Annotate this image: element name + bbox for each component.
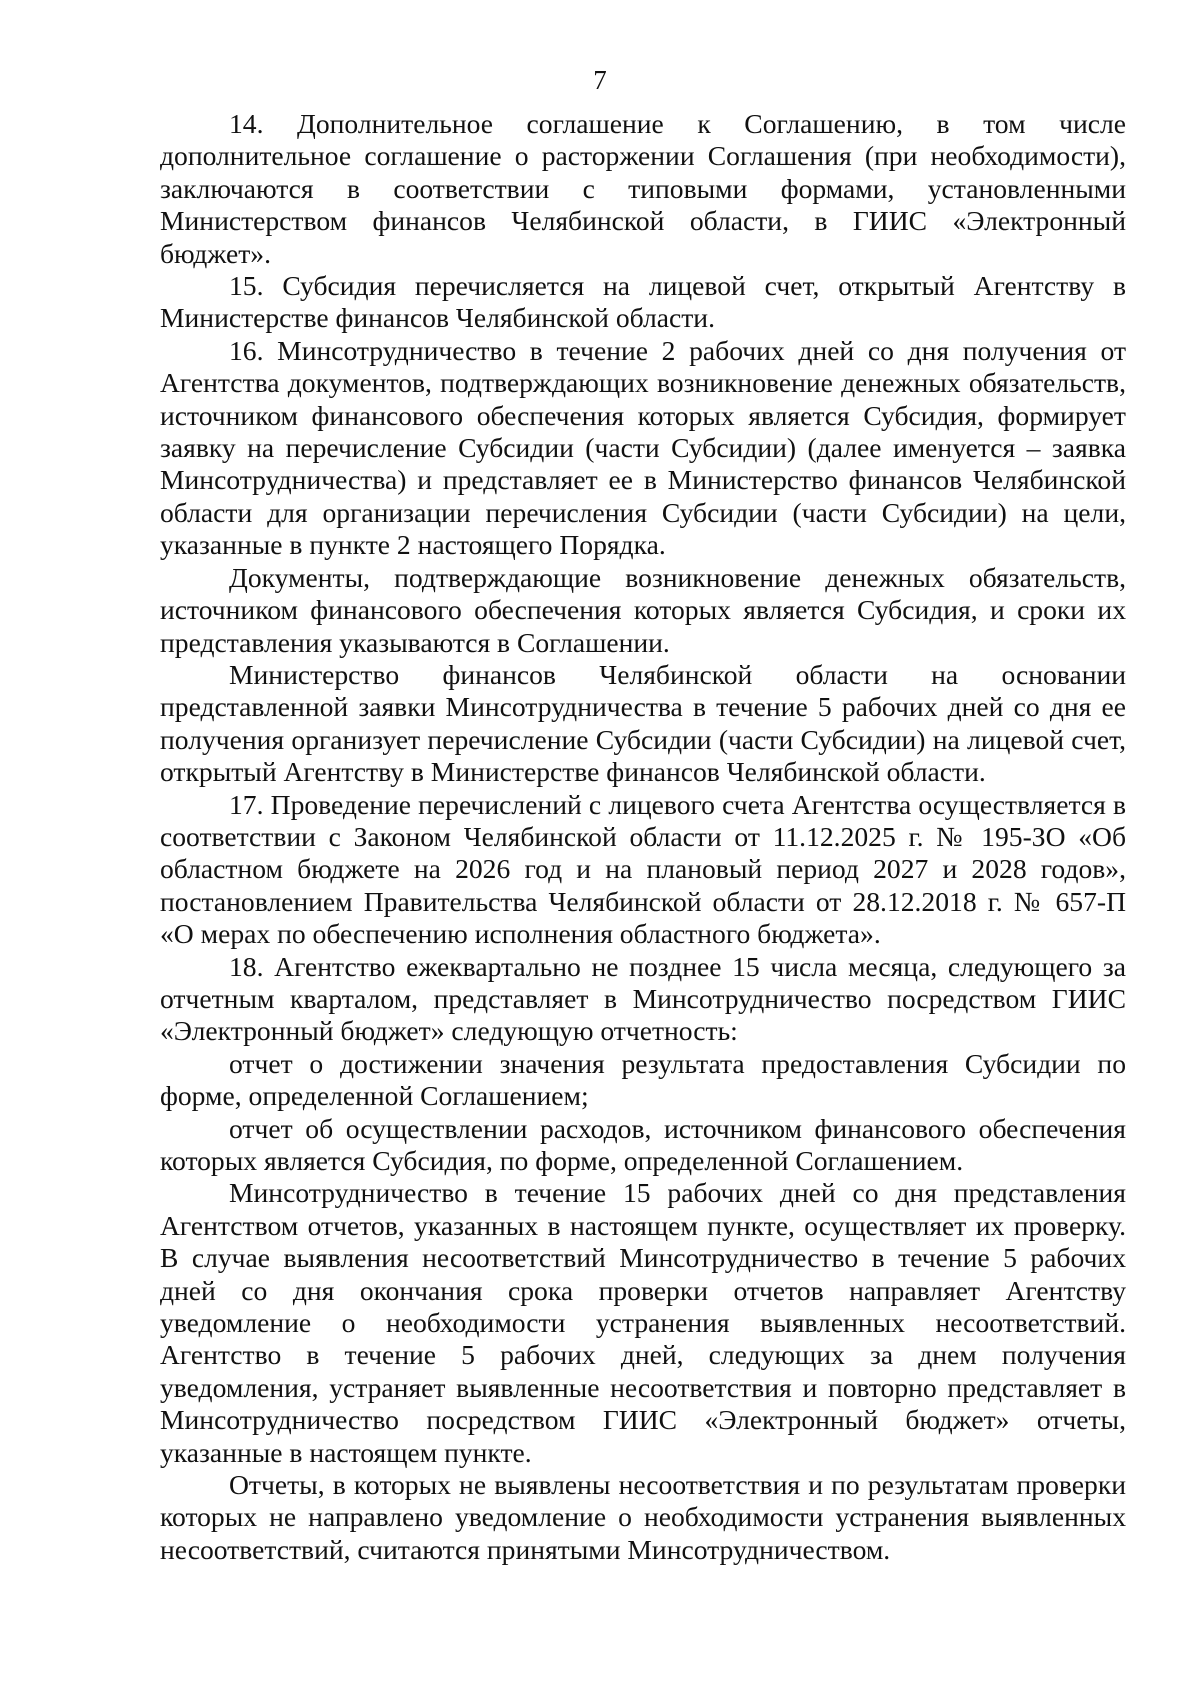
paragraph-17: 17. Проведение перечислений с лицевого счета Агентства осуществляется в соответствии с Законом Челябинской области от 11.12.2025 г. № 195-ЗО «Об областном бюджете на 2026 год и на плановый период 2027 и 2028 годов», постановлением Правительства Челябинской области от 28.12.2018 г. № 657-П «О мерах по обеспечению исполнения областного бюджета».: [160, 788, 1126, 950]
paragraph-18-report-result: отчет о достижении значения результата предоставления Субсидии по форме, определенной Соглашением;: [160, 1047, 1126, 1112]
page-number: 7: [593, 65, 607, 95]
document-body: [160, 108, 1126, 1566]
paragraph-18: 18. Агентство ежеквартально не позднее 15 числа месяца, следующего за отчетным кварталом, представляет в Минсотрудничество посредством ГИИС «Электронный бюджет» следующую отчетность:: [160, 950, 1126, 1047]
paragraph-15: 15. Субсидия перечисляется на лицевой счет, открытый Агентству в Министерстве финансов Челябинской области.: [160, 270, 1126, 334]
paragraph-16-documents: Документы, подтверждающие возникновение денежных обязательств, источником финансового обеспечения которых является Субсидия, и сроки их представления указываются в Соглашении.: [160, 561, 1126, 658]
paragraph-18-accepted-reports: Отчеты, в которых не выявлены несоответствия и по результатам проверки которых не направлено уведомление о необходимости устранения выявленных несоответствий, считаются принятыми Минсотрудничеством.: [160, 1469, 1126, 1565]
paragraph-16-ministry-finance: Министерство финансов Челябинской области на основании представленной заявки Минсотрудничества в течение 5 рабочих дней со дня ее получения организует перечисление Субсидии (части Субсидии) на лицевой счет, открытый Агентству в Министерстве финансов Челябинской области.: [160, 658, 1126, 788]
paragraph-18-report-expenses: отчет об осуществлении расходов, источником финансового обеспечения которых является Субсидия, по форме, определенной Соглашением.: [160, 1112, 1126, 1176]
paragraph-18-verification: Минсотрудничество в течение 15 рабочих дней со дня представления Агентством отчетов, указанных в настоящем пункте, осуществляет их проверку. В случае выявления несоответствий Минсотрудничество в течение 5 рабочих дней со дня окончания срока проверки отчетов направляет Агентству уведомление о необходимости устранения выявленных несоответствий. Агентство в течение 5 рабочих дней, следующих за днем получения уведомления, устраняет выявленные несоответствия и повторно представляет в Минсотрудничество посредством ГИИС «Электронный бюджет» отчеты, указанные в настоящем пункте.: [160, 1177, 1126, 1468]
paragraph-14: 14. Дополнительное соглашение к Соглашению, в том числе дополнительное соглашение о расторжении Соглашения (при необходимости), заключаются в соответствии с типовыми формами, установленными Министерством финансов Челябинской области, в ГИИС «Электронный бюджет».: [160, 108, 1126, 269]
paragraph-16: 16. Минсотрудничество в течение 2 рабочих дней со дня получения от Агентства документов, подтверждающих возникновение денежных обязательств, источником финансового обеспечения которых является Субсидия, формирует заявку на перечисление Субсидии (части Субсидии) (далее именуется – заявка Минсотрудничества) и представляет ее в Министерство финансов Челябинской области для организации перечисления Субсидии (части Субсидии) на цели, указанные в пункте 2 настоящего Порядка.: [160, 334, 1126, 561]
